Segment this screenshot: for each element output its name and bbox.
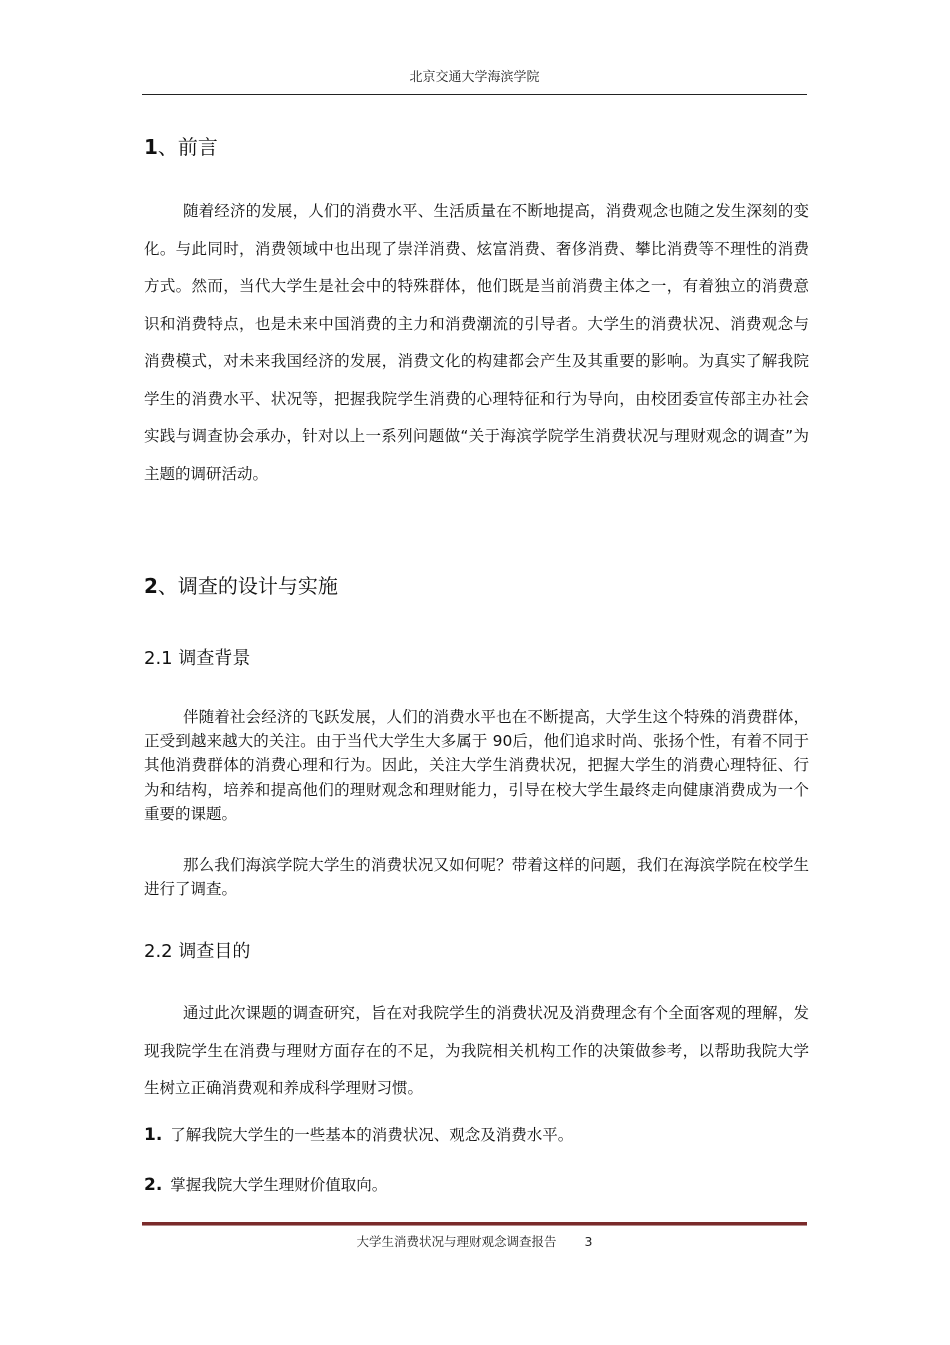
- list-item-text: 掌握我院大学生理财价值取向。: [170, 1176, 388, 1194]
- header-title: 北京交通大学海滨学院: [409, 70, 540, 85]
- section-2-title: 、调查的设计与实施: [157, 574, 338, 598]
- section-2-1-paragraph-1: 伴随着社会经济的飞跃发展，人们的消费水平也在不断提高，大学生这个特殊的消费群体，正受到越来越大的关注。由于当代大学生大多属于 90后，他们追求时尚、张扬个性，有着不同于其他消费群体的消费心理和行为。因此，关注大学生消费状况，把握大学生的消费心理特征、行为和结构，培养和提高他们的理财观念和理财能力，引导在校大学生最终走向健康消费成为一个重要的课题。: [144, 708, 809, 823]
- section-1-paragraph: 随着经济的发展，人们的消费水平、生活质量在不断地提高，消费观念也随之发生深刻的变化。与此同时，消费领域中也出现了崇洋消费、炫富消费、奢侈消费、攀比消费等不理性的消费方式。然而，当代大学生是社会中的特殊群体，他们既是当前消费主体之一，有着独立的消费意识和消费特点，也是未来中国消费的主力和消费潮流的引导者。大学生的消费状况、消费观念与消费模式，对未来我国经济的发展，消费文化的构建都会产生及其重要的影响。为真实了解我院学生的消费水平、状况等，把握我院学生消费的心理特征和行为导向，由校团委宣传部主办社会实践与调查协会承办，针对以上一系列问题做“关于海滨学院学生消费状况与理财观念的调查”为主题的调研活动。: [144, 202, 809, 483]
- section-2-1-paragraph-2: 那么我们海滨学院大学生的消费状况又如何呢？带着这样的问题，我们在海滨学院在校学生进行了调查。: [144, 856, 809, 899]
- section-1-heading: [144, 134, 218, 160]
- list-item-number: 2.: [144, 1175, 163, 1195]
- section-2-number: 2: [144, 574, 158, 598]
- list-item: [144, 1173, 809, 1197]
- footer-divider: [142, 1222, 807, 1226]
- section-1-number: 1: [144, 135, 158, 159]
- section-2-2-heading: 2.2 调查目的: [144, 941, 251, 962]
- list-item-number: 1.: [144, 1125, 163, 1145]
- section-2-1-heading: 2.1 调查背景: [144, 648, 251, 669]
- list-item: [144, 1123, 809, 1147]
- section-2-heading: [144, 573, 338, 599]
- footer: [142, 1232, 807, 1250]
- header-divider: [142, 94, 807, 95]
- page-number: 3: [584, 1234, 593, 1249]
- footer-title: 大学生消费状况与理财观念调查报告: [356, 1234, 557, 1249]
- list-item-text: 了解我院大学生的一些基本的消费状况、观念及消费水平。: [170, 1126, 574, 1144]
- section-1-title: 、前言: [157, 135, 218, 159]
- section-2-2-paragraph: 通过此次课题的调查研究，旨在对我院学生的消费状况及消费理念有个全面客观的理解，发现我院学生在消费与理财方面存在的不足，为我院相关机构工作的决策做参考，以帮助我院大学生树立正确消费观和养成科学理财习惯。: [144, 1004, 809, 1097]
